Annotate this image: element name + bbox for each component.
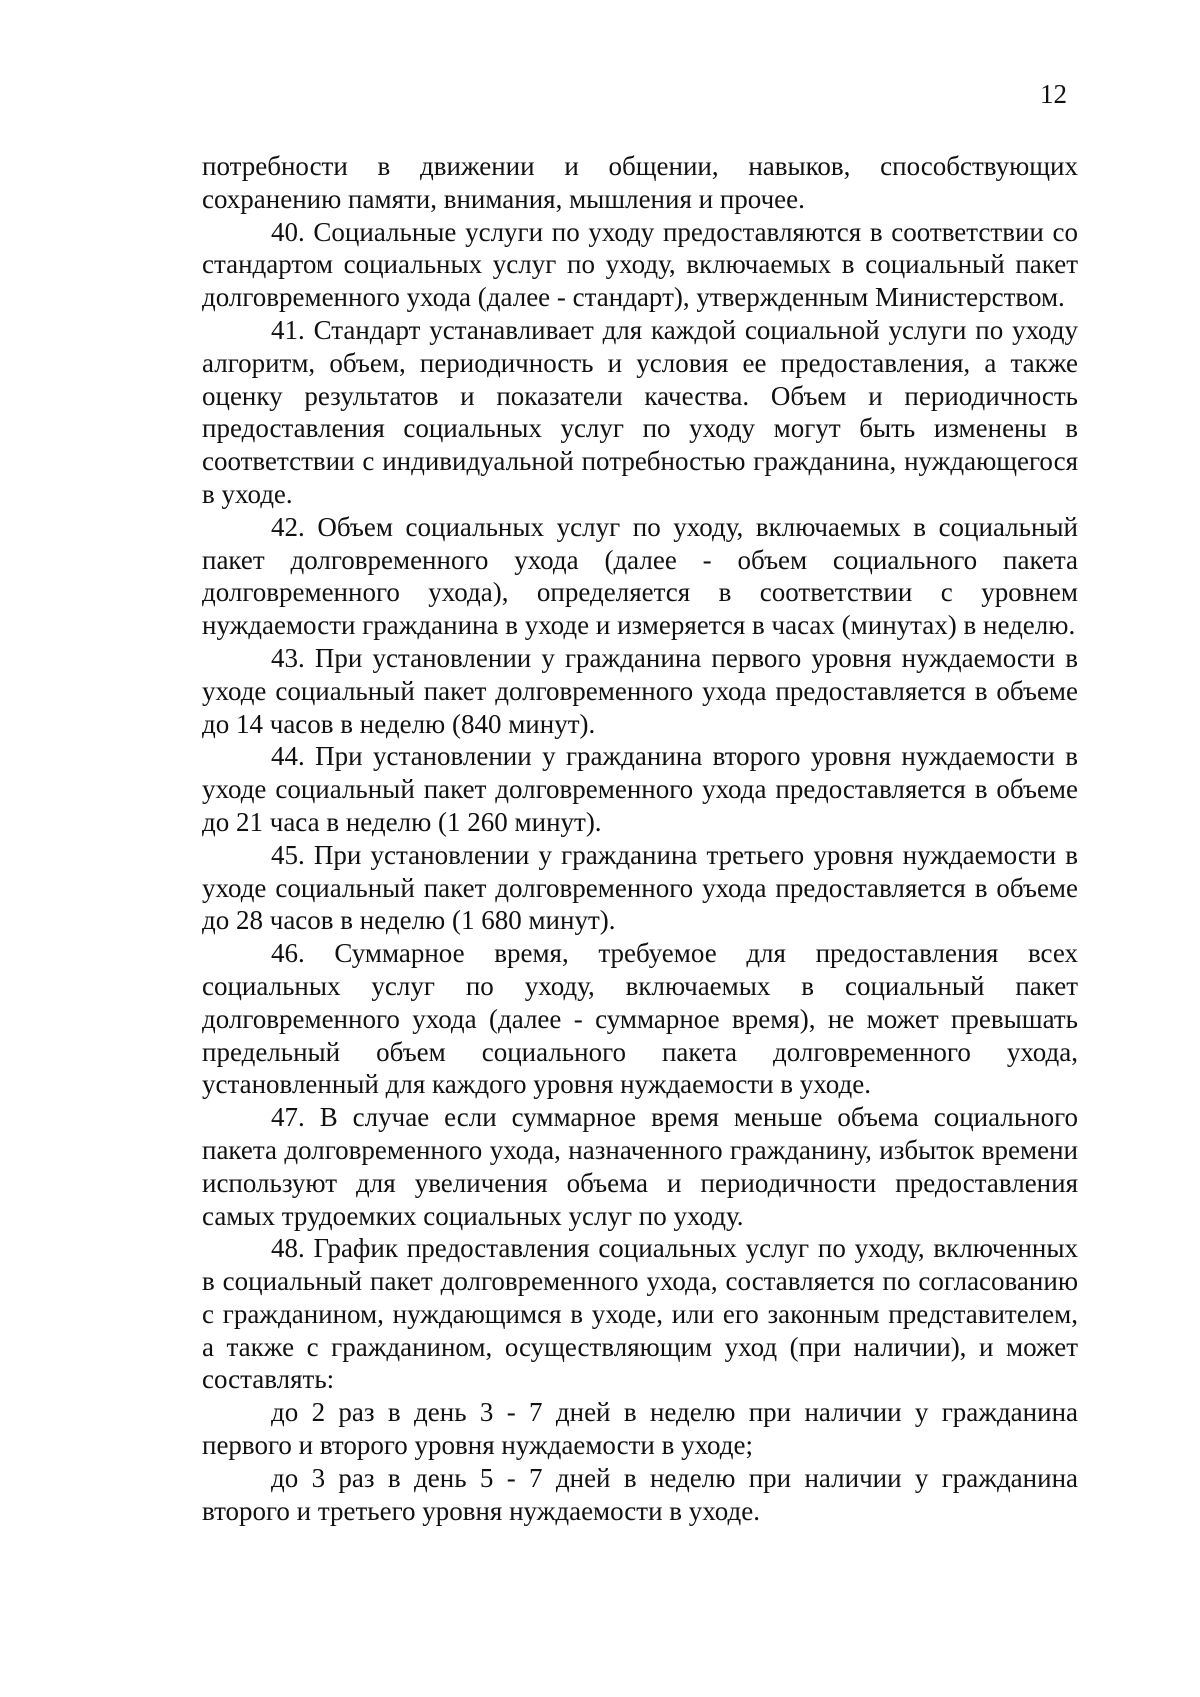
- document-body: [202, 150, 1078, 1527]
- paragraph-40: 40. Социальные услуги по уходу предоставляются в соответствии со стандартом социальных услуг по уходу, включаемых в социальный пакет долговременного ухода (далее - стандарт), утвержденным Министерством.: [202, 216, 1078, 313]
- paragraph-43: 43. При установлении у гражданина первого уровня нуждаемости в уходе социальный пакет долговременного ухода предоставляется в объеме до 14 часов в неделю (840 минут).: [202, 642, 1078, 739]
- paragraph-44: 44. При установлении у гражданина второго уровня нуждаемости в уходе социальный пакет долговременного ухода предоставляется в объеме до 21 часа в неделю (1 260 минут).: [202, 741, 1078, 837]
- page-number: 12: [1040, 79, 1067, 109]
- paragraph-45: 45. При установлении у гражданина третьего уровня нуждаемости в уходе социальный пакет долговременного ухода предоставляется в объеме до 28 часов в неделю (1 680 минут).: [202, 839, 1078, 936]
- paragraph-46: 46. Суммарное время, требуемое для предоставления всех социальных услуг по уходу, включаемых в социальный пакет долговременного ухода (далее - суммарное время), не может превышать предельный объем социального пакета долговременного ухода, установленный для каждого уровня нуждаемости в уходе.: [202, 938, 1078, 1100]
- schedule-item-2: до 3 раз в день 5 - 7 дней в неделю при наличии у гражданина второго и третьего уровня нуждаемости в уходе.: [202, 1462, 1078, 1526]
- paragraph-47: 47. В случае если суммарное время меньше объема социального пакета долговременного ухода, назначенного гражданину, избыток времени используют для увеличения объема и периодичности предоставления самых трудоемких социальных услуг по уходу.: [202, 1102, 1078, 1231]
- schedule-item-1: до 2 раз в день 3 - 7 дней в неделю при наличии у гражданина первого и второго уровня нуждаемости в уходе;: [202, 1397, 1078, 1461]
- paragraph-42: 42. Объем социальных услуг по уходу, включаемых в социальный пакет долговременного ухода (далее - объем социального пакета долговременного ухода), определяется в соответствии с уровнем нуждаемости гражданина в уходе и измеряется в часах (минутах) в неделю.: [202, 511, 1078, 641]
- paragraph-41: 41. Стандарт устанавливает для каждой социальной услуги по уходу алгоритм, объем, периодичность и условия ее предоставления, а также оценку результатов и показатели качества. Объем и периодичность предоставления социальных услуг по уходу могут быть изменены в соответствии с индивидуальной потребностью гражданина, нуждающегося в уходе.: [202, 314, 1078, 509]
- paragraph-48: 48. График предоставления социальных услуг по уходу, включенных в социальный пакет долговременного ухода, составляется по согласованию с гражданином, нуждающимся в уходе, или его законным представителем, а также с гражданином, осуществляющим уход (при наличии), и может составлять:: [202, 1233, 1078, 1395]
- paragraph-continuation: потребности в движении и общении, навыков, способствующих сохранению памяти, внимания, мышления и прочее.: [202, 151, 1078, 214]
